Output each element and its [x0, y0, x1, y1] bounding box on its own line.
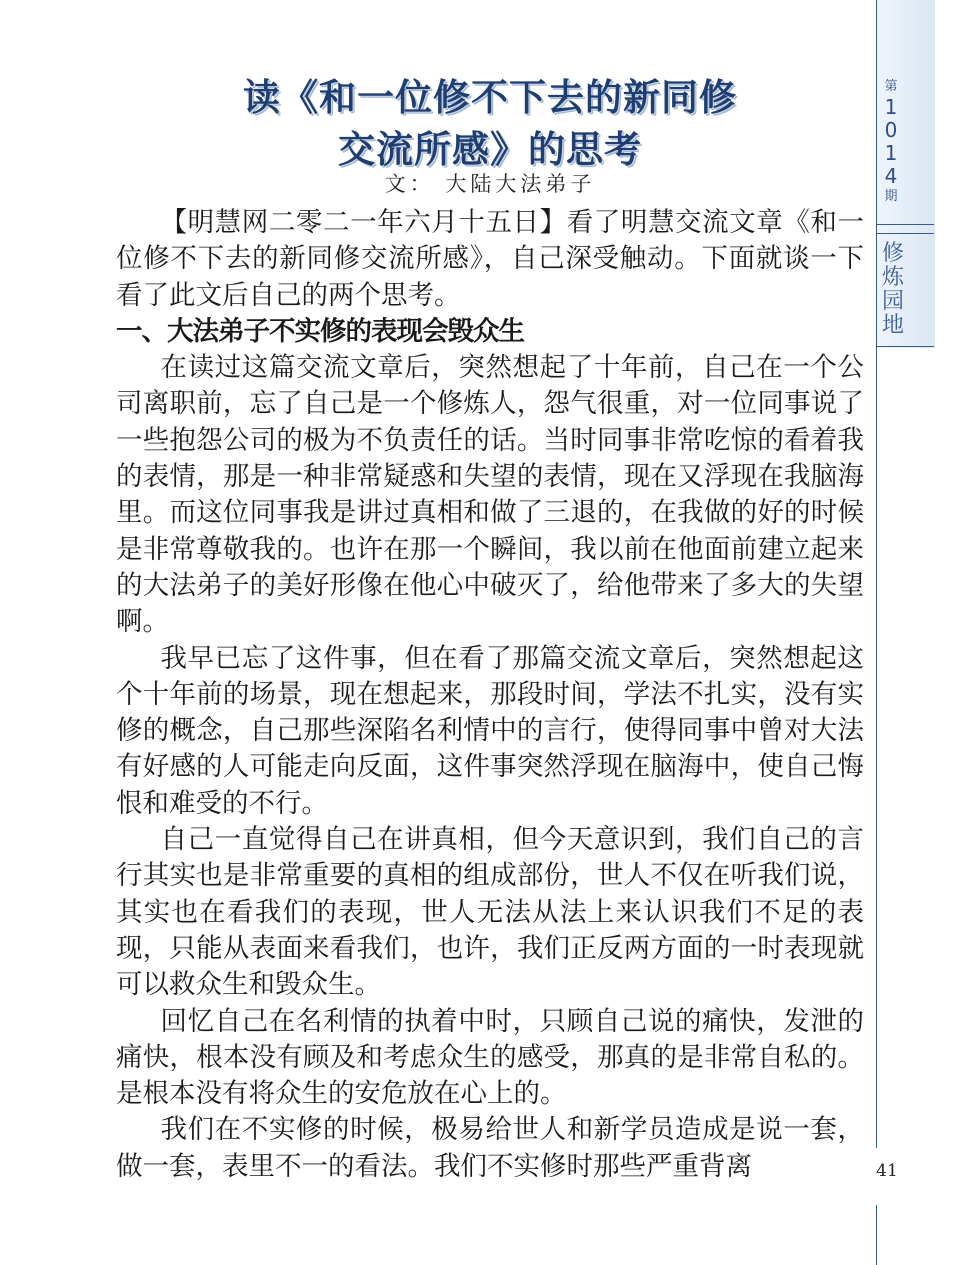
issue-digit: 1 — [884, 141, 898, 165]
issue-digit: 1 — [884, 95, 898, 119]
column-char: 地 — [881, 313, 904, 338]
title-line-1: 读《和一位修不下去的新同修 — [243, 76, 737, 119]
column-char: 修 — [881, 241, 904, 266]
issue-digit: 0 — [884, 118, 898, 142]
page-number: 41 — [876, 1161, 898, 1181]
body-paragraph: 在读过这篇交流文章后，突然想起了十年前，自己在一个公司离职前，忘了自己是一个修炼人，怨气很重，对一位同事说了一些抱怨公司的极为不负责任的话。当时同事非常吃惊的看着我的表情，那是一种非常疑惑和失望的表情，现在又浮现在我脑海里。而这位同事我是讲过真相和做了三退的，在我做的好的时候是非常尊敬我的。也许在那一个瞬间，我以前在他面前建立起来的大法弟子的美好形像在他心中破灭了，给他带来了多大的失望啊。 — [116, 352, 864, 638]
article-title — [120, 72, 860, 176]
sidebar-divider — [876, 224, 934, 234]
sidebar-rule-bottom — [876, 1205, 877, 1265]
column-char: 园 — [881, 289, 904, 314]
title-line-2: 交流所感》的思考 — [338, 128, 642, 171]
body-paragraph: 我们在不实修的时候，极易给世人和新学员造成是说一套，做一套，表里不一的看法。我们不实修时那些严重背离 — [116, 1114, 864, 1182]
section-heading: 一、大法弟子不实修的表现会毁众生 — [116, 315, 524, 347]
column-char: 炼 — [881, 265, 904, 290]
intro-paragraph: 【明慧网二零二一年六月十五日】看了明慧交流文章《和一位修不下去的新同修交流所感》，自己深受触动。下面就谈一下看了此文后自己的两个思考。 — [116, 207, 864, 311]
issue-suffix: 期 — [884, 189, 898, 204]
sidebar-rule — [876, 348, 877, 1148]
article-author: 文： 大陆大法弟子 — [384, 172, 596, 196]
sidebar-divider-bottom — [876, 346, 934, 347]
issue-number — [876, 78, 906, 206]
body-paragraph: 我早已忘了这件事，但在看了那篇交流文章后，突然想起这个十年前的场景，现在想起来，那段时间，学法不扎实，没有实修的概念，自己那些深陷名利情中的言行，使得同事中曾对大法有好感的人可能走向反面，这件事突然浮现在脑海中，使自己悔恨和难受的不行。 — [116, 642, 864, 819]
issue-prefix: 第 — [884, 79, 898, 94]
article-body — [116, 205, 864, 1185]
column-name — [881, 242, 905, 338]
issue-digit: 4 — [884, 164, 898, 188]
body-paragraph: 自己一直觉得自己在讲真相，但今天意识到，我们自己的言行其实也是非常重要的真相的组成部份，世人不仅在听我们说，其实也在看我们的表现，世人无法从法上来认识我们不足的表现，只能从表面来看我们，也许，我们正反两方面的一时表现就可以救众生和毁众生。 — [116, 824, 864, 1001]
body-paragraph: 回忆自己在名利情的执着中时，只顾自己说的痛快，发泄的痛快，根本没有顾及和考虑众生的感受，那真的是非常自私的。是根本没有将众生的安危放在心上的。 — [116, 1005, 864, 1110]
